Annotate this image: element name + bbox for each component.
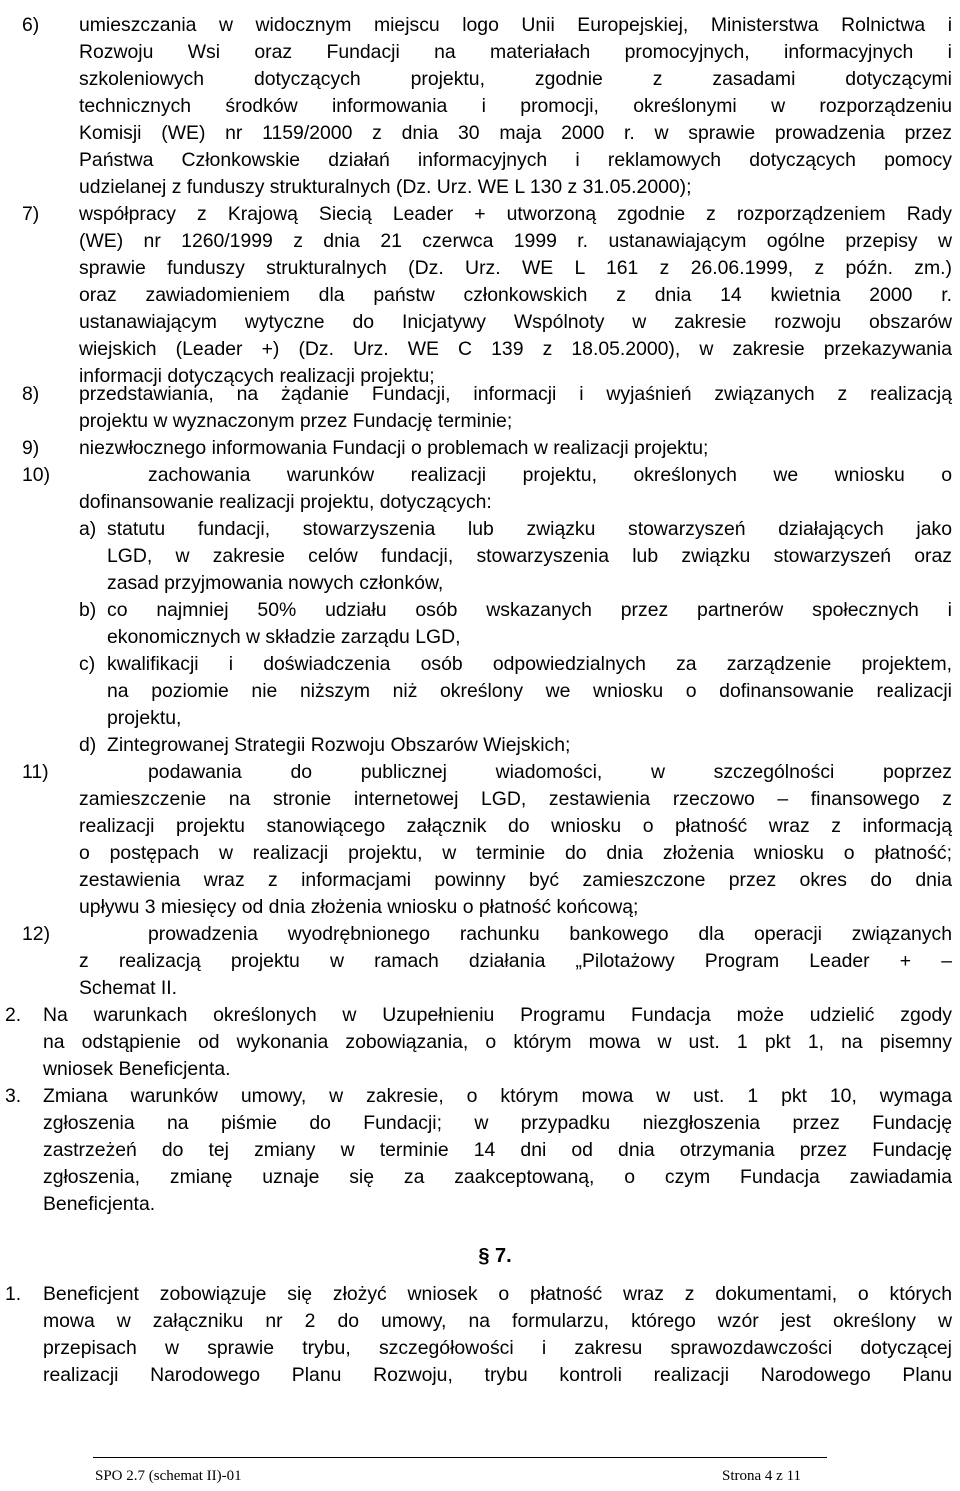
item-text-line: przepisach w sprawie trybu, szczegółowości i zakresu sprawozdawczości dotyczącej: [43, 1337, 952, 1359]
item-text-line: o postępach w realizacji projektu, w terminie do dnia złożenia wniosku o płatność;: [79, 842, 952, 864]
item-number: d): [79, 734, 97, 756]
item-text-line: z realizacją projektu w ramach działania „Pilotażowy Program Leader + –: [79, 950, 952, 972]
item-text-line: ustanawiającym wytyczne do Inicjatywy Wspólnoty w zakresie rozwoju obszarów: [79, 311, 952, 333]
item-number: c): [79, 653, 96, 675]
item-text-line: Beneficjent zobowiązuje się złożyć wniosek o płatność wraz z dokumentami, o których: [43, 1283, 952, 1305]
item-text-line: współpracy z Krajową Siecią Leader + utworzoną zgodnie z rozporządzeniem Rady: [79, 203, 952, 225]
item-text-line: co najmniej 50% udziału osób wskazanych przez partnerów społecznych i: [107, 599, 952, 621]
item-text-line: mowa w załączniku nr 2 do umowy, na formularzu, którego wzór jest określony w: [43, 1310, 952, 1332]
item-number: 10): [22, 464, 51, 486]
item-number: 11): [22, 761, 49, 783]
item-text-line: statutu fundacji, stowarzyszenia lub związku stowarzyszeń działających jako: [107, 518, 952, 540]
item-text-line: Schemat II.: [79, 977, 178, 999]
item-number: 6): [22, 14, 40, 36]
item-text-line: zasad przyjmowania nowych członków,: [107, 572, 444, 594]
footer-rule: [93, 1457, 827, 1458]
item-text-line: realizacji Narodowego Planu Rozwoju, trybu kontroli realizacji Narodowego Planu: [43, 1364, 952, 1386]
item-text-line: kwalifikacji i doświadczenia osób odpowiedzialnych za zarządzenie projektem,: [107, 653, 952, 675]
item-text-line: wiejskich (Leader +) (Dz. Urz. WE C 139 z 18.05.2000), w zakresie przekazywania: [79, 338, 952, 360]
item-text-line: realizacji projektu stanowiącego załącznik do wniosku o płatność wraz z informacją: [79, 815, 952, 837]
item-text-line: ekonomicznych w składzie zarządu LGD,: [107, 626, 461, 648]
item-number: 9): [22, 437, 40, 459]
item-text-line: wniosek Beneficjenta.: [43, 1058, 231, 1080]
item-text-line: Rozwoju Wsi oraz Fundacji na materiałach promocyjnych, informacyjnych i: [79, 41, 952, 63]
item-text-line: informacji dotyczących realizacji projektu;: [79, 365, 435, 387]
item-text-line: projektu,: [107, 707, 182, 729]
item-number: 12): [22, 923, 51, 945]
item-number: a): [79, 518, 97, 540]
item-number: b): [79, 599, 97, 621]
item-number: 1.: [5, 1283, 22, 1305]
item-text-line: Zintegrowanej Strategii Rozwoju Obszarów Wiejskich;: [107, 734, 571, 756]
item-text-line: Beneficjenta.: [43, 1193, 156, 1215]
item-text-line: udzielanej z funduszy strukturalnych (Dz. Urz. WE L 130 z 31.05.2000);: [79, 176, 692, 198]
item-text-line: oraz zawiadomieniem dla państw członkowskich z dnia 14 kwietnia 2000 r.: [79, 284, 952, 306]
item-text-line: na poziomie nie niższym niż określony we wniosku o dofinansowanie realizacji: [107, 680, 952, 702]
footer-document-code: SPO 2.7 (schemat II)-01: [95, 1468, 242, 1484]
item-number: 7): [22, 203, 40, 225]
item-text-line: niezwłocznego informowania Fundacji o problemach w realizacji projektu;: [79, 437, 709, 459]
item-text-line: umieszczania w widocznym miejscu logo Unii Europejskiej, Ministerstwa Rolnictwa i: [79, 14, 952, 36]
item-text-line: projektu w wyznaczonym przez Fundację terminie;: [79, 410, 513, 432]
item-number: 2.: [5, 1004, 22, 1026]
item-text-line: upływu 3 miesięcy od dnia złożenia wniosku o płatność końcową;: [79, 896, 639, 918]
item-text-line: zgłoszenia na piśmie do Fundacji; w przypadku niezgłoszenia przez Fundację: [43, 1112, 952, 1134]
item-text-line: szkoleniowych dotyczących projektu, zgodnie z zasadami dotyczącymi: [79, 68, 952, 90]
item-text-line: (WE) nr 1260/1999 z dnia 21 czerwca 1999 r. ustanawiającym ogólne przepisy w: [79, 230, 952, 252]
item-text-line: zamieszczenie na stronie internetowej LGD, zestawienia rzeczowo – finansowego z: [79, 788, 952, 810]
item-text-line: przedstawiania, na żądanie Fundacji, informacji i wyjaśnień związanych z realizacją: [79, 383, 952, 405]
section-heading: § 7.: [478, 1245, 512, 1267]
item-text-line: zestawienia wraz z informacjami powinny być zamieszczone przez okres do dnia: [79, 869, 952, 891]
footer-page-number: Strona 4 z 11: [722, 1468, 802, 1484]
item-text-line: zgłoszenia, zmianę uznaje się za zaakceptowaną, o czym Fundacja zawiadamia: [43, 1166, 952, 1188]
item-text-line: podawania do publicznej wiadomości, w szczególności poprzez: [148, 761, 952, 783]
item-text-line: technicznych środków informowania i promocji, określonymi w rozporządzeniu: [79, 95, 952, 117]
item-text-line: Komisji (WE) nr 1159/2000 z dnia 30 maja 2000 r. w sprawie prowadzenia przez: [79, 122, 952, 144]
item-text-line: Zmiana warunków umowy, w zakresie, o którym mowa w ust. 1 pkt 10, wymaga: [43, 1085, 952, 1107]
item-text-line: prowadzenia wyodrębnionego rachunku bankowego dla operacji związanych: [148, 923, 952, 945]
item-text-line: sprawie funduszy strukturalnych (Dz. Urz. WE L 161 z 26.06.1999, z późn. zm.): [79, 257, 952, 279]
item-text-line: LGD, w zakresie celów fundacji, stowarzyszenia lub związku stowarzyszeń oraz: [107, 545, 952, 567]
item-number: 8): [22, 383, 40, 405]
item-text-line: Na warunkach określonych w Uzupełnieniu Programu Fundacja może udzielić zgody: [43, 1004, 952, 1026]
item-text-line: zachowania warunków realizacji projektu, określonych we wniosku o: [148, 464, 952, 486]
item-number: 3.: [5, 1085, 22, 1107]
item-text-line: dofinansowanie realizacji projektu, dotyczących:: [79, 491, 492, 513]
item-text-line: Państwa Członkowskie działań informacyjnych i reklamowych dotyczących pomocy: [79, 149, 952, 171]
item-text-line: zastrzeżeń do tej zmiany w terminie 14 dni od dnia otrzymania przez Fundację: [43, 1139, 952, 1161]
item-text-line: na odstąpienie od wykonania zobowiązania, o którym mowa w ust. 1 pkt 1, na pisemny: [43, 1031, 952, 1053]
